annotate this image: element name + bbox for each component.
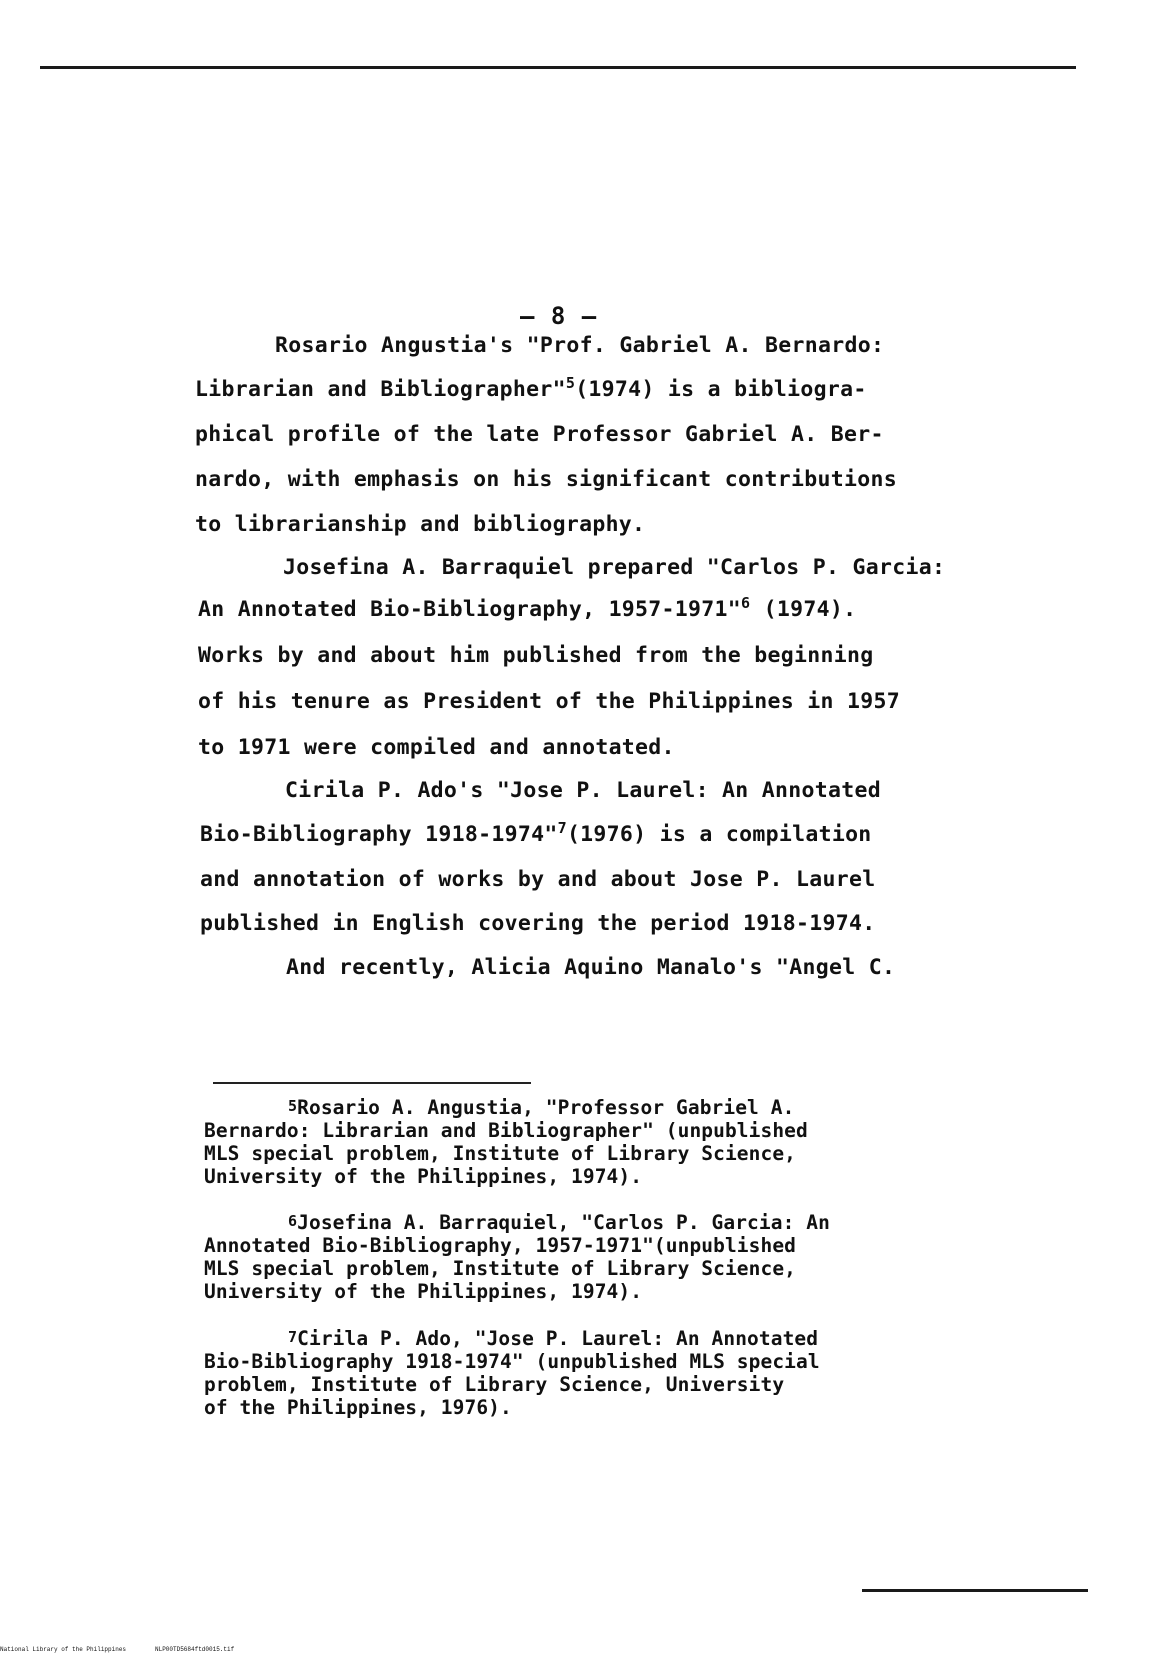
body-line <box>200 819 872 847</box>
body-line: Rosario Angustia's "Prof. Gabriel A. Bernardo: <box>275 333 885 358</box>
footnote-number: 6 <box>288 1212 298 1230</box>
body-line: to librarianship and bibliography. <box>195 512 646 537</box>
footnote-line: MLS special problem, Institute of Library Science, <box>204 1142 796 1165</box>
footnote-line: Bio-Bibliography 1918-1974" (unpublished MLS special <box>204 1350 820 1373</box>
body-line: Cirila P. Ado's "Jose P. Laurel: An Annotated <box>285 778 881 803</box>
footnote-line: of the Philippines, 1976). <box>204 1396 512 1419</box>
footnote-line: Bernardo: Librarian and Bibliographer" (unpublished <box>204 1119 808 1142</box>
body-text: (1974) is a bibliogra- <box>575 377 867 402</box>
footnote-number: 5 <box>288 1097 298 1115</box>
body-text: Bio-Bibliography 1918-1974" <box>200 822 558 847</box>
footnote-ref: 5 <box>565 374 576 392</box>
body-line: phical profile of the late Professor Gabriel A. Ber- <box>195 422 884 447</box>
body-line <box>195 374 867 402</box>
footnote-line: Annotated Bio-Bibliography, 1957-1971"(unpublished <box>204 1234 796 1257</box>
footnote-line: University of the Philippines, 1974). <box>204 1165 643 1188</box>
footnote-text: Rosario A. Angustia, "Professor Gabriel A. <box>297 1096 795 1119</box>
footnote-line: MLS special problem, Institute of Library Science, <box>204 1257 796 1280</box>
body-line: Josefina A. Barraquiel prepared "Carlos P. Garcia: <box>283 555 946 580</box>
footnote-line: University of the Philippines, 1974). <box>204 1280 643 1303</box>
footnote-number: 7 <box>288 1328 298 1346</box>
body-text: (1976) is a compilation <box>566 822 872 847</box>
body-line <box>198 594 857 622</box>
footnote-line: problem, Institute of Library Science, University <box>204 1373 785 1396</box>
page-number: – 8 – <box>520 302 598 330</box>
body-text: An Annotated Bio-Bibliography, 1957-1971" <box>198 597 742 622</box>
footnote-text: Cirila P. Ado, "Jose P. Laurel: An Annotated <box>297 1327 819 1350</box>
bottom-border-line <box>862 1589 1088 1592</box>
footnote-separator <box>213 1082 531 1084</box>
top-border-line <box>40 66 1076 69</box>
body-text: Librarian and Bibliographer" <box>195 377 566 402</box>
footer-source: National Library of the Philippines <box>0 1646 127 1653</box>
footnote-line <box>288 1213 830 1233</box>
body-line: nardo, with emphasis on his significant contributions <box>195 467 897 492</box>
body-line: And recently, Alicia Aquino Manalo's "Angel C. <box>286 955 896 980</box>
body-line: of his tenure as President of the Philippines in 1957 <box>198 689 900 714</box>
body-text: (1974). <box>750 597 857 622</box>
footnote-ref: 6 <box>741 594 751 612</box>
footnote-line <box>288 1098 794 1118</box>
footnote-text: Josefina A. Barraquiel, "Carlos P. Garcia: An <box>297 1211 830 1234</box>
body-line: Works by and about him published from the beginning <box>198 643 874 668</box>
footnote-line <box>288 1329 818 1349</box>
body-line: and annotation of works by and about Jose P. Laurel <box>200 867 876 892</box>
body-line: to 1971 were compiled and annotated. <box>198 735 675 760</box>
footnote-ref: 7 <box>557 819 567 837</box>
body-line: published in English covering the period 1918-1974. <box>200 911 876 936</box>
footer-filename: NLP00TD5684ftd0015.tif <box>155 1646 235 1653</box>
